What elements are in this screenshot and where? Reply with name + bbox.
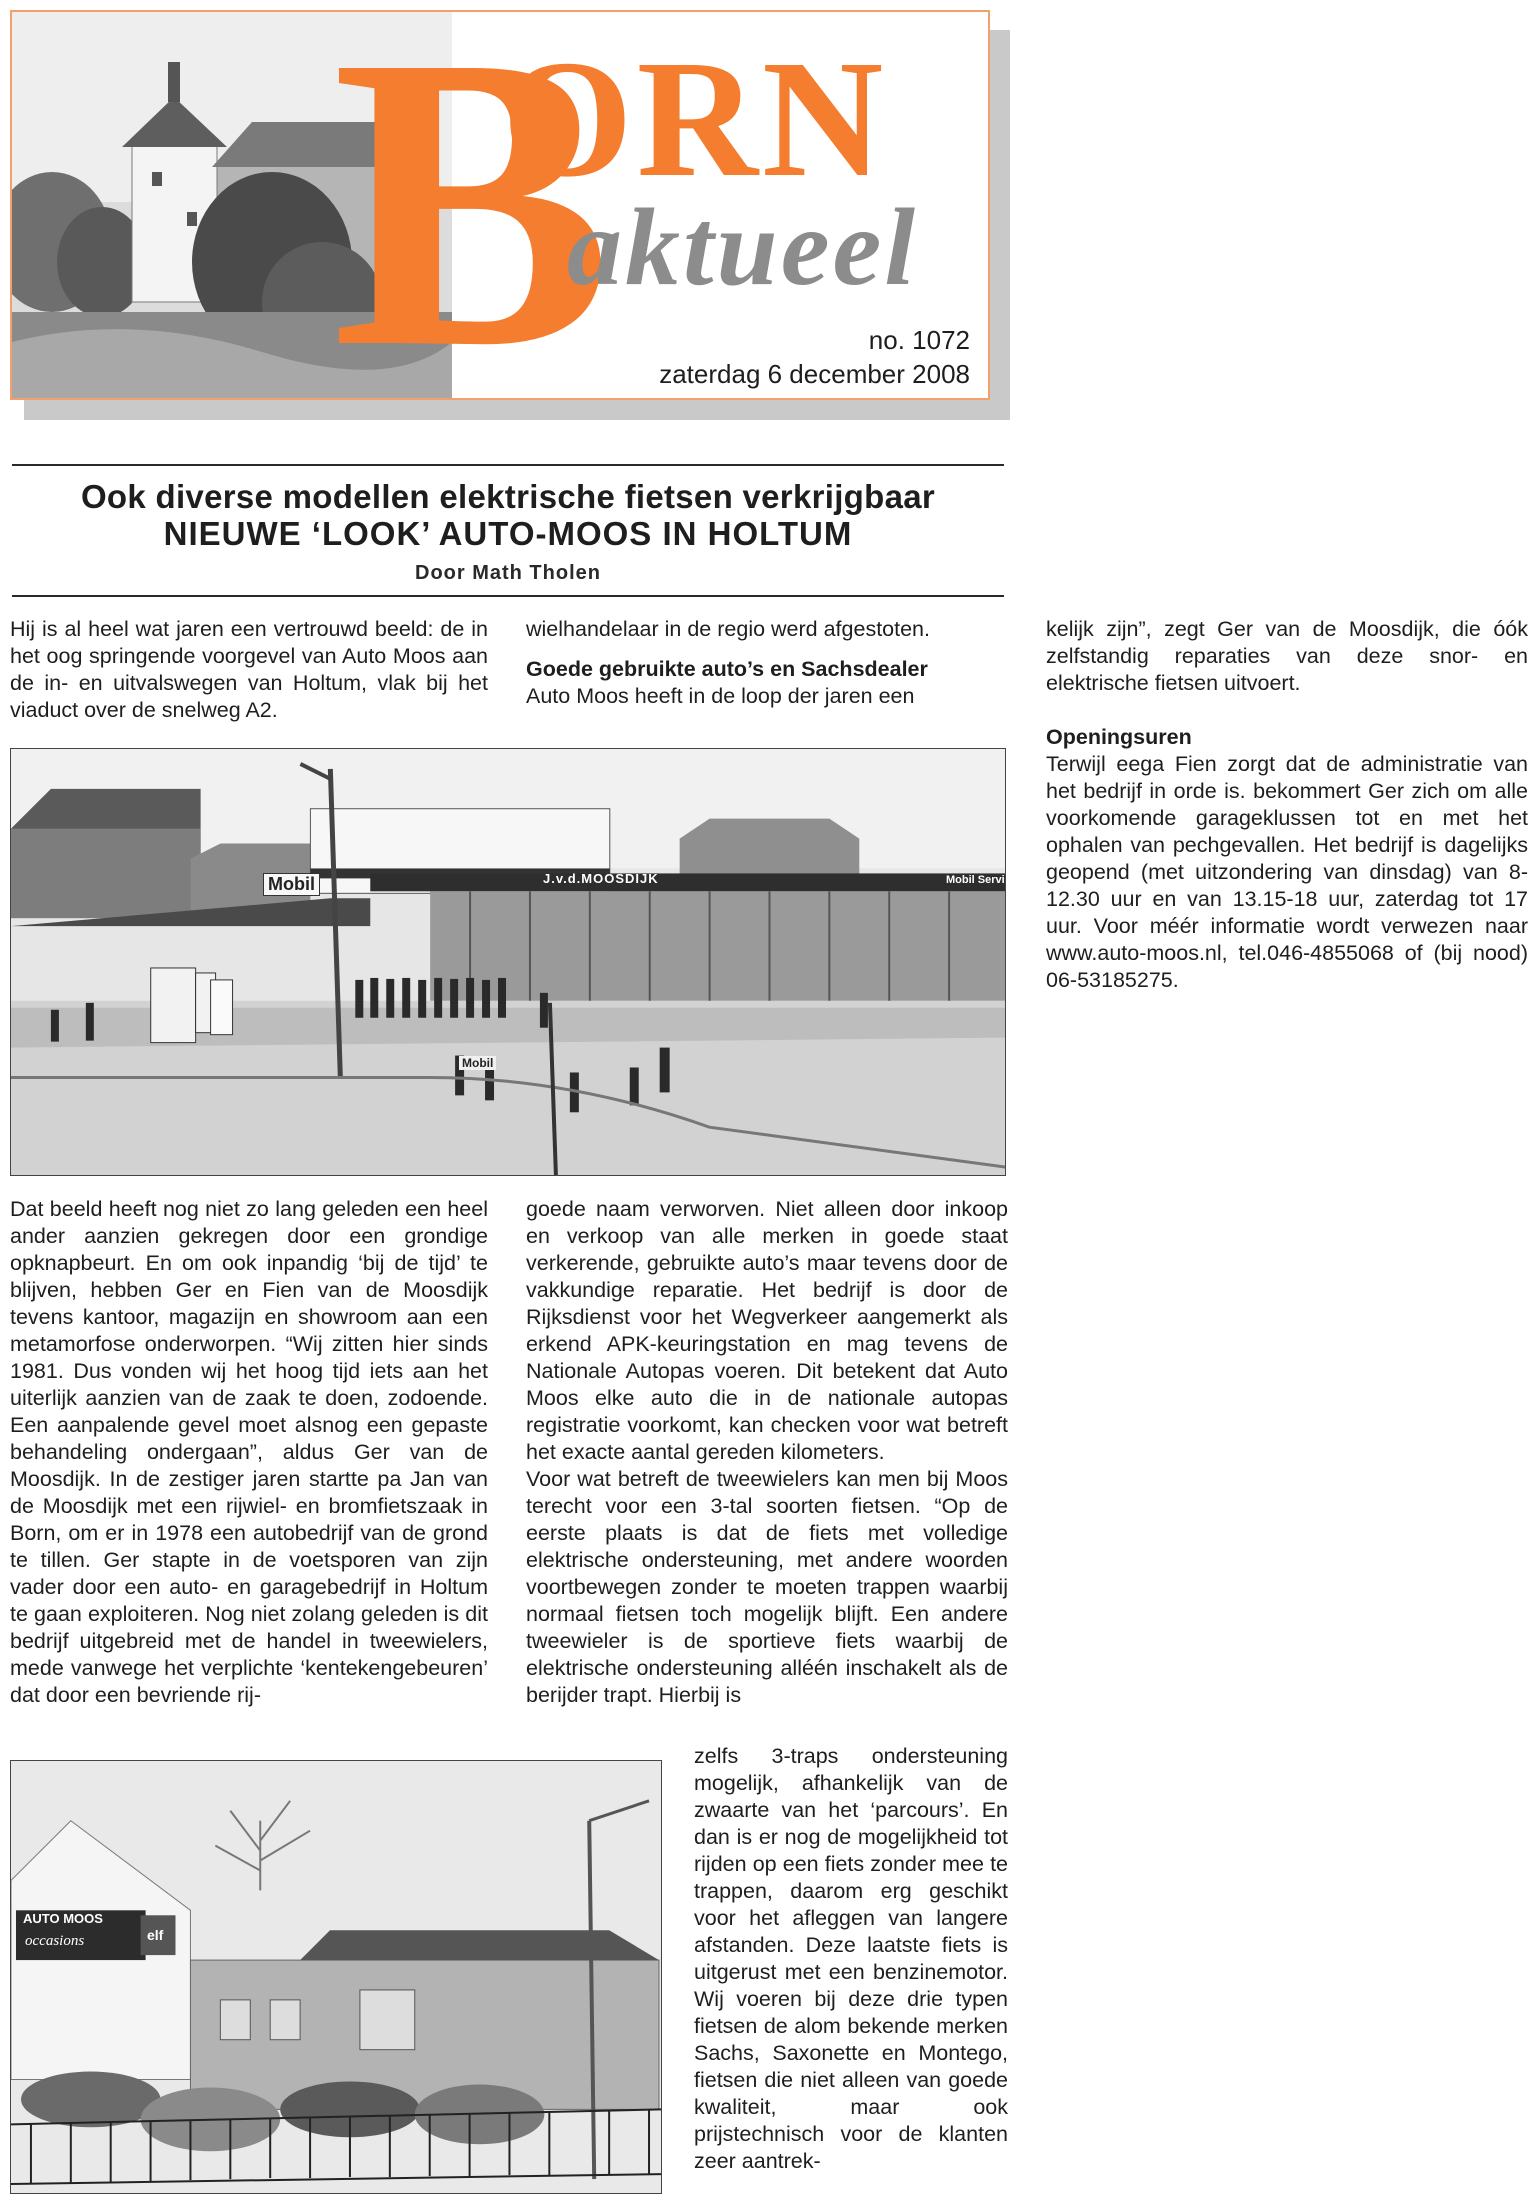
subheading: Goede gebruikte auto’s en Sachsdealer	[526, 657, 928, 681]
logo-orn: ORN	[502, 26, 888, 212]
paragraph: Hij is al heel wat jaren een vertrouwd beeld: de in het oog springende voorgevel van Auto Moos aan de in- en uitvalswegen van Holtum, vlak bij het viaduct over de snelweg A2.	[10, 617, 488, 722]
paragraph: zelfs 3-traps ondersteuning mogelijk, afhankelijk van de zwaarte van het ‘parcours’. En dan is er nog de mogelijkheid tot rijden op een fiets zonder mee te trappen, daarom erg geschikt voor het afleggen van langere afstanden. Deze laatste fiets is uitgerust met een benzinemotor. Wij voeren bij deze drie typen fietsen de alom bekende merken Sachs, Saxonette en Montego, fietsen die niet alleen van goede kwaliteit, maar ook prijstechnisch voor de klanten zeer aantrek-	[694, 1744, 1008, 2173]
column-2-intro	[526, 616, 1004, 710]
sign-auto-moos: AUTO MOOS	[23, 1911, 103, 1926]
sign-shop-name: J.v.d.MOOSDIJK	[543, 871, 659, 886]
sign-mobil: Mobil	[263, 873, 320, 896]
paragraph: Voor wat betreft de tweewielers kan men bij Moos terecht voor een 3-tal soorten fietsen. “Op de eerste plaats is dat de fiets met volledige elektrische ondersteuning, met andere woorden voortbewegen zonder te moeten trappen waarbij normaal fietsen toch mogelijk blijft. Een andere tweewieler is de sportieve fiets waarbij de elektrische ondersteuning alléén inschakelt als de berijder trapt. Hierbij is	[526, 1467, 1008, 1707]
logo-aktueel: aktueel	[567, 186, 918, 308]
article-headline: NIEUWE ‘LOOK’ AUTO-MOOS IN HOLTUM	[163, 515, 853, 552]
subheading: Openingsuren	[1046, 725, 1192, 749]
sign-elf: elf	[147, 1927, 164, 1943]
issue-date: zaterdag 6 december 2008	[659, 359, 970, 389]
logo-letter-b: B	[332, 10, 613, 400]
paragraph: Terwijl eega Fien zorgt dat de administratie van het bedrijf in orde is. bekommert Ger zich om alle voorkomende garageklussen tot en met het ophalen van pechgevallen. Het bedrijf is dagelijks geopend (met uitzondering van dinsdag) van 8-12.30 uur en van 13.15-18 uur, zaterdag tot 17 uur. Voor méér informatie wordt verwezen naar www.auto-moos.nl, tel.046-4855068 of (bij nood) 06-53185275.	[1046, 752, 1528, 992]
masthead	[10, 10, 990, 400]
article-kicker: Ook diverse modellen elektrische fietsen verkrijgbaar	[80, 478, 936, 515]
column-3	[1046, 616, 1528, 994]
headline-top-rule	[12, 464, 1004, 466]
headline-bottom-rule	[12, 595, 1004, 597]
paragraph: goede naam verworven. Niet alleen door inkoop en verkoop van alle merken in goede staat verkerende, gebruikte auto’s maar tevens door de vakkundige reparatie. Het bedrijf is door de Rijksdienst voor het Wegverkeer aangemerkt als erkend APK-keuringstation en mag tevens de Nationale Autopas voeren. Dit betekent dat Auto Moos elke auto die in de nationale autopas registratie voorkomt, kan checken voor wat betreft het exacte aantal gereden kilometers.	[526, 1197, 1008, 1464]
column-1-body	[10, 1196, 488, 1709]
paragraph: Auto Moos heeft in de loop der jaren een	[526, 684, 915, 708]
paragraph: Dat beeld heeft nog niet zo lang geleden een heel ander aanzien gekregen door een grondige opknapbeurt. En om ook inpandig ‘bij de tijd’ te blijven, hebben Ger en Fien van de Moosdijk tevens kantoor, magazijn en showroom aan een metamorfose onderworpen. “Wij zitten hier sinds 1981. Dus vonden wij het hoog tijd iets aan het uiterlijk aanzien van de zaak te doen, zodoende. Een aanpalende gevel moet alsnog een gepaste behandeling ondergaan”, aldus Ger van de Moosdijk. In de zestiger jaren startte pa Jan van de Moosdijk met een rijwiel- en bromfietszaak in Born, om er in 1978 een autobedrijf van de grond te tillen. Ger stapte in de voetsporen van zijn vader door een auto- en garagebedrijf in Holtum te gaan exploiteren. Nog niet zolang geleden is dit bedrijf uitgebreid met de handel in tweewielers, mede vanwege het verplichte ‘kentekengebeuren’ dat door een bevriende rij-	[10, 1197, 488, 1707]
paragraph: wielhandelaar in de regio werd afgestoten.	[526, 617, 930, 641]
sign-occasions: occasions	[25, 1933, 85, 1949]
column-2-wrap	[694, 1743, 1008, 2175]
photo-garage-exterior	[10, 748, 1006, 1176]
photo-garage-current	[10, 1760, 662, 2194]
sign-mobil-stand: Mobil	[459, 1056, 496, 1070]
sign-mobil-service: Mobil Servi	[946, 874, 1005, 886]
issue-number: no. 1072	[868, 325, 970, 355]
column-2-body	[526, 1196, 1008, 1709]
article-byline: Door Math Tholen	[415, 562, 601, 584]
paragraph: kelijk zijn”, zegt Ger van de Moosdijk, die óók zelfstandig reparaties van deze snor- en elektrische fietsen uitvoert.	[1046, 617, 1528, 695]
column-1-intro	[10, 616, 488, 724]
